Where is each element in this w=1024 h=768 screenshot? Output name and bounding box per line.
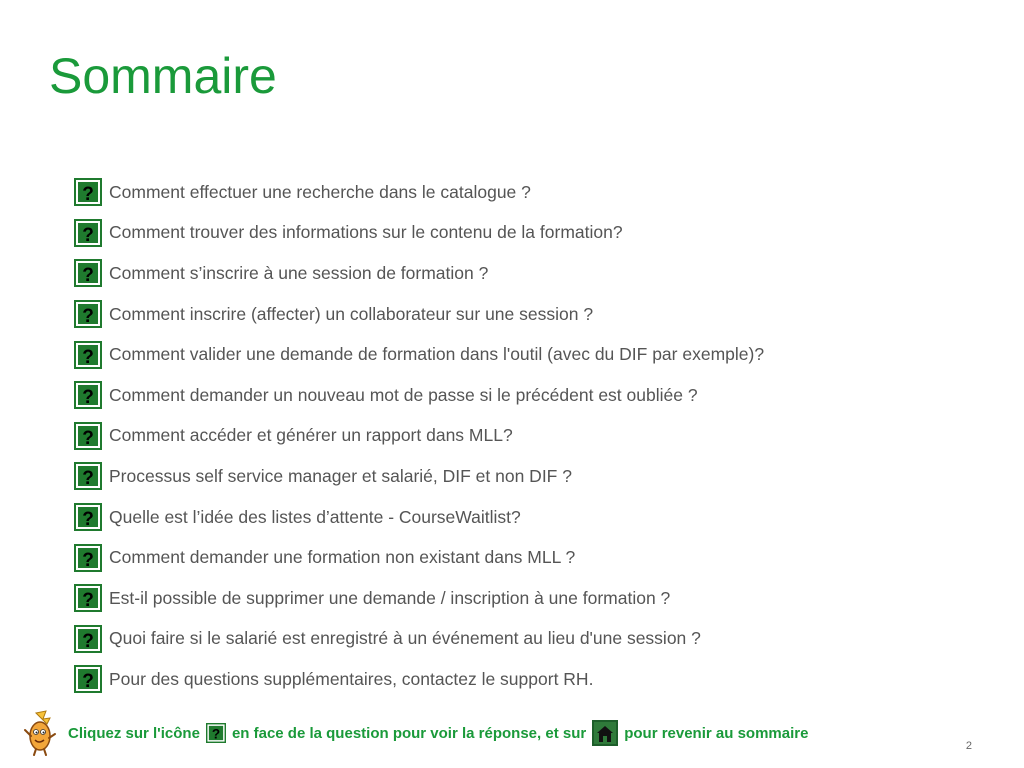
- footer-text-line: [68, 720, 808, 746]
- question-text: Comment inscrire (affecter) un collaborateur sur une session ?: [109, 303, 594, 324]
- question-item[interactable]: [74, 537, 764, 578]
- svg-text:?: ?: [82, 224, 94, 246]
- question-item[interactable]: [74, 456, 764, 497]
- question-item[interactable]: [74, 213, 764, 254]
- svg-text:?: ?: [211, 726, 221, 742]
- svg-text:?: ?: [82, 387, 94, 409]
- home-icon: [592, 720, 618, 746]
- page-number: 2: [965, 740, 972, 752]
- question-mark-icon[interactable]: [74, 503, 102, 531]
- mascot-icon: [22, 710, 58, 756]
- question-mark-icon[interactable]: [74, 259, 102, 287]
- question-item[interactable]: [74, 416, 764, 457]
- question-item[interactable]: [74, 659, 764, 700]
- svg-text:?: ?: [82, 590, 94, 612]
- question-mark-icon[interactable]: [74, 584, 102, 612]
- question-text: Processus self service manager et salarié, DIF et non DIF ?: [109, 465, 572, 486]
- question-item[interactable]: [74, 497, 764, 538]
- footer-text-part2: en face de la question pour voir la réponse, et sur: [231, 724, 587, 742]
- question-mark-icon[interactable]: [74, 422, 102, 450]
- question-mark-icon[interactable]: [74, 381, 102, 409]
- footer-instructions: [22, 710, 982, 760]
- svg-text:?: ?: [82, 549, 94, 571]
- question-mark-icon: [206, 723, 226, 743]
- svg-text:?: ?: [82, 346, 94, 368]
- question-mark-icon[interactable]: [74, 462, 102, 490]
- question-text: Pour des questions supplémentaires, contactez le support RH.: [109, 668, 594, 689]
- svg-text:?: ?: [82, 509, 94, 531]
- question-mark-icon[interactable]: [74, 219, 102, 247]
- footer-text-part3: pour revenir au sommaire: [624, 724, 809, 742]
- svg-text:?: ?: [82, 468, 94, 490]
- question-text: Quelle est l’idée des listes d’attente - CourseWaitlist?: [109, 506, 521, 527]
- svg-text:?: ?: [82, 265, 94, 287]
- svg-text:?: ?: [82, 184, 94, 206]
- svg-text:?: ?: [82, 427, 94, 449]
- footer-text-part1: Cliquez sur l'icône: [68, 724, 200, 742]
- question-mark-icon[interactable]: [74, 544, 102, 572]
- question-text: Comment demander une formation non existant dans MLL ?: [109, 547, 576, 568]
- question-list: [74, 172, 764, 700]
- question-item[interactable]: [74, 253, 764, 294]
- question-text: Comment trouver des informations sur le contenu de la formation?: [109, 222, 623, 243]
- question-text: Comment valider une demande de formation dans l'outil (avec du DIF par exemple)?: [109, 344, 765, 365]
- question-item[interactable]: [74, 334, 764, 375]
- question-text: Est-il possible de supprimer une demande / inscription à une formation ?: [109, 587, 671, 608]
- svg-text:?: ?: [82, 671, 94, 693]
- question-mark-icon[interactable]: [74, 625, 102, 653]
- question-text: Comment effectuer une recherche dans le catalogue ?: [109, 181, 531, 202]
- svg-text:?: ?: [82, 306, 94, 328]
- slide-title: Sommaire: [49, 48, 277, 104]
- question-mark-icon[interactable]: [74, 665, 102, 693]
- question-item[interactable]: [74, 578, 764, 619]
- question-text: Comment s’inscrire à une session de formation ?: [109, 262, 489, 283]
- question-text: Comment accéder et générer un rapport dans MLL?: [109, 425, 513, 446]
- question-text: Quoi faire si le salarié est enregistré à un événement au lieu d'une session ?: [109, 628, 701, 649]
- question-item[interactable]: [74, 294, 764, 335]
- question-text: Comment demander un nouveau mot de passe si le précédent est oubliée ?: [109, 384, 698, 405]
- question-mark-icon[interactable]: [74, 300, 102, 328]
- question-item[interactable]: [74, 619, 764, 660]
- question-mark-icon[interactable]: [74, 341, 102, 369]
- question-mark-icon[interactable]: [74, 178, 102, 206]
- question-item[interactable]: [74, 172, 764, 213]
- svg-text:?: ?: [82, 630, 94, 652]
- question-item[interactable]: [74, 375, 764, 416]
